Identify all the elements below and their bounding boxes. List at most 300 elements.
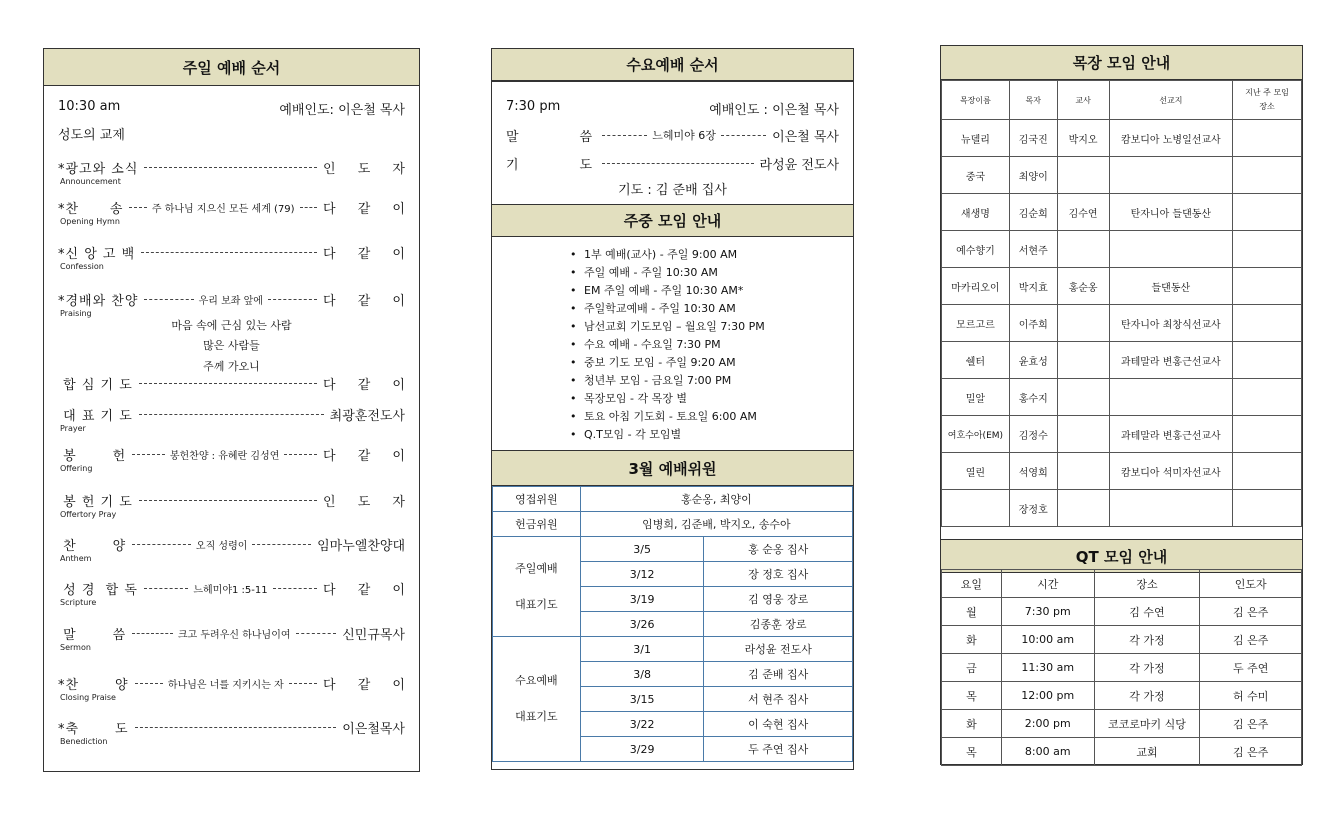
- qt-time: 7:30 pm: [1001, 598, 1094, 626]
- order-item-label: *축 도: [58, 721, 129, 737]
- group-last-place: [1233, 416, 1302, 453]
- table-row: [493, 637, 853, 662]
- order-item-row: [58, 157, 414, 177]
- order-item: [58, 673, 414, 713]
- table-row: [942, 194, 1302, 231]
- meeting-text: 목장모임 - 각 목장 별: [584, 392, 687, 405]
- bullet-icon: •: [570, 373, 577, 387]
- order-item-label: 찬 양: [58, 538, 127, 554]
- groups-header-last-place: 지난 주 모임 장소: [1233, 81, 1302, 120]
- qt-day: 목: [942, 738, 1002, 766]
- prayer-group-label: [493, 637, 581, 762]
- meeting-text: 토요 아침 기도회 - 토요일 6:00 AM: [584, 410, 757, 423]
- dashed-leader: [132, 626, 336, 641]
- order-item-english: Sermon: [60, 643, 91, 652]
- qt-time: 2:00 pm: [1001, 710, 1094, 738]
- order-item-person: 인 도 자: [323, 161, 414, 177]
- order-item-detail: 하나님은 너를 지키시는 자: [167, 679, 284, 691]
- meeting-text: 중보 기도 모임 - 주일 9:20 AM: [584, 356, 736, 369]
- leader-dash: [268, 299, 317, 300]
- list-item: [570, 389, 765, 407]
- bullet-icon: •: [570, 355, 577, 369]
- table-row: [942, 120, 1302, 157]
- group-last-place: [1233, 268, 1302, 305]
- group-last-place: [1233, 453, 1302, 490]
- qt-header-time: 시간: [1001, 570, 1094, 598]
- table-row: [942, 598, 1302, 626]
- order-item-row: [58, 623, 405, 643]
- praise-line: 주께 가오니: [203, 360, 260, 373]
- qt-day: 목: [942, 682, 1002, 710]
- meeting-text: 주일학교예배 - 주일 10:30 AM: [584, 302, 736, 315]
- group-name: 열린: [942, 453, 1010, 490]
- order-item-person: 다 같 이: [323, 582, 414, 598]
- order-item-person: 다 같 이: [323, 201, 414, 217]
- offering-label: 헌금위원: [493, 512, 581, 537]
- weekly-meetings-list: [570, 245, 765, 443]
- order-item-detail: 봉헌찬양 : 유혜란 김성연: [169, 450, 280, 462]
- table-row: [942, 268, 1302, 305]
- order-item: [58, 157, 414, 197]
- group-leader: 장정호: [1009, 490, 1057, 527]
- meeting-text: 남선교회 기도모임 – 월요일 7:30 PM: [584, 320, 765, 333]
- meeting-text: 주일 예배 - 주일 10:30 AM: [584, 266, 718, 279]
- table-row: [942, 342, 1302, 379]
- dashed-leader: [132, 447, 317, 462]
- groups-title: 목장 모임 안내: [941, 46, 1302, 80]
- order-item-label: 말 씀: [58, 627, 127, 643]
- qt-time: 11:30 am: [1001, 654, 1094, 682]
- prayer-person: 두 주연 집사: [704, 737, 853, 762]
- wednesday-header-row: [506, 99, 839, 118]
- groups-panel: [940, 45, 1303, 765]
- dashed-leader: [141, 252, 317, 253]
- prayer-person: 장 정호 집사: [704, 562, 853, 587]
- order-item-row: [58, 242, 414, 262]
- group-name: 모르고르: [942, 305, 1010, 342]
- prayer-date: 3/15: [580, 687, 704, 712]
- group-name: 예수향기: [942, 231, 1010, 268]
- leader-dash: [132, 633, 173, 634]
- group-teacher: [1057, 157, 1109, 194]
- usher-label: 영접위원: [493, 487, 581, 512]
- bullet-icon: •: [570, 391, 577, 405]
- bullet-icon: •: [570, 337, 577, 351]
- order-item: [58, 490, 414, 530]
- qt-day: 화: [942, 710, 1002, 738]
- leader-dash: [144, 299, 193, 300]
- table-row: [942, 379, 1302, 416]
- order-item-row: [58, 490, 414, 510]
- qt-day: 화: [942, 626, 1002, 654]
- list-item: [570, 263, 765, 281]
- qt-place: 김 수연: [1094, 598, 1200, 626]
- order-item: [58, 444, 414, 484]
- group-teacher: 김수연: [1057, 194, 1109, 231]
- table-row: [942, 682, 1302, 710]
- qt-place: 교회: [1094, 738, 1200, 766]
- meeting-text: 청년부 모임 - 금요일 7:00 PM: [584, 374, 732, 387]
- wednesday-panel: [491, 48, 854, 770]
- group-mission: [1109, 490, 1233, 527]
- order-item-person: 최광훈전도사: [329, 408, 405, 424]
- group-last-place: [1233, 157, 1302, 194]
- table-row: [942, 710, 1302, 738]
- groups-header-teacher: 교사: [1057, 81, 1109, 120]
- group-name: 중국: [942, 157, 1010, 194]
- group-last-place: [1233, 379, 1302, 416]
- wednesday-prayer-leader: 라성윤 전도사: [759, 157, 839, 173]
- wednesday-time: 7:30 pm: [506, 99, 561, 114]
- prayer-group-label-1: 주일예배: [515, 561, 558, 575]
- qt-header-day: 요일: [942, 570, 1002, 598]
- praise-line: 마음 속에 근심 있는 사람: [171, 319, 292, 332]
- order-item-label: *찬 양: [58, 677, 129, 693]
- fellowship-label: 성도의 교제: [58, 128, 125, 143]
- order-item-english: Anthem: [60, 554, 92, 563]
- order-item-person: 다 같 이: [323, 677, 414, 693]
- leader-dash: [135, 683, 163, 684]
- table-row: [942, 305, 1302, 342]
- wednesday-prayer-label: 기 도: [506, 157, 597, 173]
- table-header-row: [942, 570, 1302, 598]
- meeting-text: Q.T모임 - 각 모임별: [584, 428, 682, 441]
- list-item: [570, 353, 765, 371]
- order-item-row: [58, 404, 405, 424]
- qt-day: 월: [942, 598, 1002, 626]
- list-item: [570, 371, 765, 389]
- order-item-person: 인 도 자: [323, 494, 414, 510]
- wednesday-prayer-note: 기도 : 김 준배 집사: [618, 183, 727, 198]
- table-row: [942, 416, 1302, 453]
- group-name: 새생명: [942, 194, 1010, 231]
- group-last-place: [1233, 231, 1302, 268]
- march-committee-table: [492, 486, 853, 762]
- prayer-date: 3/19: [580, 587, 704, 612]
- order-item-english: Closing Praise: [60, 693, 116, 702]
- order-item: [58, 534, 405, 574]
- table-row: [942, 157, 1302, 194]
- leader-dash: [252, 544, 311, 545]
- order-item-label: 성 경 합 독: [58, 582, 138, 598]
- groups-header-mission: 선교지: [1109, 81, 1233, 120]
- order-item: [58, 242, 414, 282]
- qt-day: 금: [942, 654, 1002, 682]
- table-row: [942, 231, 1302, 268]
- weekly-meetings-title: 주중 모임 안내: [492, 204, 853, 237]
- order-item: [58, 623, 405, 663]
- order-item-detail: 오직 성령이: [195, 540, 248, 552]
- leader-dash: [300, 207, 317, 208]
- qt-title: QT 모임 안내: [941, 539, 1302, 573]
- prayer-date: 3/29: [580, 737, 704, 762]
- group-teacher: [1057, 490, 1109, 527]
- leader-dash: [139, 414, 324, 415]
- order-item-person: 다 같 이: [323, 377, 414, 393]
- meeting-text: 1부 예배(교사) - 주일 9:00 AM: [584, 248, 738, 261]
- bullet-icon: •: [570, 247, 577, 261]
- bullet-icon: •: [570, 301, 577, 315]
- prayer-person: 이 숙현 집사: [704, 712, 853, 737]
- meeting-text: 수요 예배 - 수요일 7:30 PM: [584, 338, 721, 351]
- group-mission: 들댄동산: [1109, 268, 1233, 305]
- order-item-english: Opening Hymn: [60, 217, 120, 226]
- order-item-person: 다 같 이: [323, 293, 414, 309]
- prayer-group-label-2: 대표기도: [515, 597, 558, 611]
- march-committee-title: 3월 예배위원: [492, 450, 853, 486]
- order-item-row: [58, 444, 414, 464]
- dashed-leader: [139, 414, 324, 415]
- group-name: 밀알: [942, 379, 1010, 416]
- bullet-icon: •: [570, 319, 577, 333]
- qt-header-place: 장소: [1094, 570, 1200, 598]
- wednesday-prayer-row: [506, 153, 839, 173]
- group-leader: 홍수지: [1009, 379, 1057, 416]
- group-leader: 김정수: [1009, 416, 1057, 453]
- group-leader: 최양이: [1009, 157, 1057, 194]
- group-leader: 김국진: [1009, 120, 1057, 157]
- qt-header-leader: 인도자: [1200, 570, 1302, 598]
- order-item-english: Praising: [60, 309, 92, 318]
- dashed-leader: [144, 167, 317, 168]
- leader-dash: [273, 588, 317, 589]
- prayer-date: 3/1: [580, 637, 704, 662]
- order-item-english: Scripture: [60, 598, 97, 607]
- dashed-leader: [144, 581, 317, 596]
- meeting-text: EM 주일 예배 - 주일 10:30 AM*: [584, 284, 744, 297]
- order-item-detail: 크고 두려우신 하나님이여: [177, 629, 291, 641]
- group-mission: [1109, 231, 1233, 268]
- prayer-person: 김 영웅 장로: [704, 587, 853, 612]
- prayer-date: 3/22: [580, 712, 704, 737]
- group-name: 뉴델리: [942, 120, 1010, 157]
- prayer-person: 라성윤 전도사: [704, 637, 853, 662]
- group-teacher: [1057, 416, 1109, 453]
- qt-time: 10:00 am: [1001, 626, 1094, 654]
- offering-names: 임병희, 김준배, 박지오, 송수아: [580, 512, 852, 537]
- order-item-label: 봉 헌 기 도: [58, 494, 133, 510]
- leader-dash: [141, 252, 317, 253]
- order-item-english: Offering: [60, 464, 93, 473]
- leader-dash: [132, 544, 191, 545]
- qt-leader: 허 수미: [1200, 682, 1302, 710]
- order-item-label: 대 표 기 도: [58, 408, 133, 424]
- order-item-label: *경배와 찬양: [58, 293, 139, 309]
- bullet-icon: •: [570, 265, 577, 279]
- table-row: [493, 487, 853, 512]
- table-row: [942, 490, 1302, 527]
- order-item-row: [58, 673, 414, 693]
- group-mission: [1109, 157, 1233, 194]
- prayer-group-label-1: 수요예배: [515, 674, 558, 687]
- leader-dash: [289, 683, 317, 684]
- group-last-place: [1233, 305, 1302, 342]
- group-teacher: [1057, 453, 1109, 490]
- leader-dash: [144, 167, 317, 168]
- groups-header-name: 목장이름: [942, 81, 1010, 120]
- order-item-person: 신민규목사: [342, 627, 405, 643]
- wednesday-order-title: 수요예배 순서: [492, 49, 853, 82]
- prayer-person: 서 현주 집사: [704, 687, 853, 712]
- order-item-person: 다 같 이: [323, 448, 414, 464]
- order-item-label: *찬 송: [58, 201, 124, 217]
- leader-dash: [144, 588, 188, 589]
- leader-dash: [139, 500, 317, 501]
- qt-leader: 김 은주: [1200, 738, 1302, 766]
- qt-table: [941, 569, 1302, 766]
- order-item-detail: 느헤미야1 :5-11: [193, 584, 268, 596]
- prayer-date: 3/26: [580, 612, 704, 637]
- bullet-icon: •: [570, 427, 577, 441]
- bullet-icon: •: [570, 283, 577, 297]
- prayer-date: 3/12: [580, 562, 704, 587]
- table-row: [942, 738, 1302, 766]
- table-row: [493, 537, 853, 562]
- dashed-leader: [135, 676, 318, 691]
- order-item-row: [58, 197, 414, 217]
- table-header-row: [942, 81, 1302, 120]
- group-mission: 탄자니아 최창식선교사: [1109, 305, 1233, 342]
- order-item-row: [58, 578, 414, 598]
- group-leader: 이주희: [1009, 305, 1057, 342]
- group-leader: 박지효: [1009, 268, 1057, 305]
- qt-leader: 김 은주: [1200, 626, 1302, 654]
- sunday-order-panel: [43, 48, 420, 772]
- prayer-date: 3/8: [580, 662, 704, 687]
- dashed-leader: [144, 292, 317, 307]
- group-teacher: [1057, 305, 1109, 342]
- group-name: 여호수아(EM): [942, 416, 1010, 453]
- wednesday-sermon-row: [506, 125, 839, 145]
- group-mission: 탄자니아 들댄동산: [1109, 194, 1233, 231]
- list-item: [570, 425, 765, 443]
- group-teacher: 박지오: [1057, 120, 1109, 157]
- group-mission: 캄보디아 석미자선교사: [1109, 453, 1233, 490]
- group-last-place: [1233, 194, 1302, 231]
- order-item: [58, 197, 414, 237]
- group-leader: 윤효성: [1009, 342, 1057, 379]
- list-item: [570, 335, 765, 353]
- dashed-leader: [132, 537, 311, 552]
- group-last-place: [1233, 120, 1302, 157]
- sunday-time: 10:30 am: [58, 99, 121, 114]
- group-teacher: [1057, 231, 1109, 268]
- group-last-place: [1233, 490, 1302, 527]
- table-row: [493, 512, 853, 537]
- dashed-leader: [129, 200, 317, 215]
- group-teacher: 홍순옹: [1057, 268, 1109, 305]
- order-item-row: [58, 373, 414, 393]
- order-item-english: Offertory Pray: [60, 510, 117, 519]
- order-item-person: 다 같 이: [323, 246, 414, 262]
- group-leader: 김순희: [1009, 194, 1057, 231]
- order-item-person: 이은철목사: [342, 721, 405, 737]
- leader-dash: [129, 207, 146, 208]
- order-item-detail: 주 하나님 지으신 모든 세계 (79): [151, 203, 295, 215]
- qt-leader: 김 은주: [1200, 598, 1302, 626]
- qt-place: 각 가정: [1094, 654, 1200, 682]
- table-row: [942, 626, 1302, 654]
- order-item-label: *신 앙 고 백: [58, 246, 136, 262]
- qt-place: 코코로마키 식당: [1094, 710, 1200, 738]
- order-item-english: Prayer: [60, 424, 86, 433]
- leader-dash: [135, 727, 337, 728]
- group-mission: [1109, 379, 1233, 416]
- group-name: 마카리오이: [942, 268, 1010, 305]
- table-row: [942, 654, 1302, 682]
- prayer-group-label: [493, 537, 581, 637]
- list-item: [570, 281, 765, 299]
- prayer-group-label-2: 대표기도: [515, 710, 558, 723]
- order-item-row: [58, 717, 405, 737]
- groups-table: [941, 80, 1302, 527]
- sunday-order-title: 주일 예배 순서: [44, 49, 419, 86]
- qt-place: 각 가정: [1094, 682, 1200, 710]
- group-mission: 캄보디아 노병일선교사: [1109, 120, 1233, 157]
- qt-leader: 두 주연: [1200, 654, 1302, 682]
- sunday-leader: 예배인도: 이은철 목사: [279, 103, 405, 118]
- table-row: [942, 453, 1302, 490]
- order-item-label: 봉 헌: [58, 448, 127, 464]
- order-item-person: 임마누엘찬양대: [317, 538, 405, 554]
- wednesday-sermon-label: 말 씀: [506, 129, 597, 145]
- group-leader: 석영희: [1009, 453, 1057, 490]
- order-item-english: Benediction: [60, 737, 108, 746]
- bullet-icon: •: [570, 409, 577, 423]
- order-item-row: [58, 534, 405, 554]
- prayer-date: 3/5: [580, 537, 704, 562]
- prayer-person: 홍 순옹 집사: [704, 537, 853, 562]
- leader-dash: [284, 454, 317, 455]
- qt-time: 8:00 am: [1001, 738, 1094, 766]
- group-mission: 과테말라 변홍근선교사: [1109, 342, 1233, 379]
- group-teacher: [1057, 379, 1109, 416]
- order-item: [58, 578, 414, 618]
- order-item-label: 합 심 기 도: [58, 377, 133, 393]
- wednesday-sermon-title: 느헤미야 6장: [652, 129, 716, 142]
- order-item-english: Announcement: [60, 177, 121, 186]
- prayer-person: 김 준배 집사: [704, 662, 853, 687]
- order-item-detail: 우리 보좌 앞에: [198, 295, 263, 307]
- group-last-place: [1233, 342, 1302, 379]
- order-item: [58, 404, 405, 444]
- leader-dash: [296, 633, 337, 634]
- list-item: [570, 299, 765, 317]
- dashed-leader: [139, 383, 317, 384]
- order-item-label: *광고와 소식: [58, 161, 139, 177]
- order-item-english: Confession: [60, 262, 104, 271]
- sunday-header-row: [58, 99, 405, 118]
- order-item: [58, 717, 405, 757]
- group-leader: 서현주: [1009, 231, 1057, 268]
- list-item: [570, 407, 765, 425]
- group-teacher: [1057, 342, 1109, 379]
- groups-header-leader: 목자: [1009, 81, 1057, 120]
- qt-time: 12:00 pm: [1001, 682, 1094, 710]
- wednesday-sermon-speaker: 이은철 목사: [772, 129, 839, 145]
- list-item: [570, 245, 765, 263]
- order-item-row: [58, 289, 414, 309]
- dashed-leader: [135, 727, 337, 728]
- dashed-leader: [139, 500, 317, 501]
- praise-line: 많은 사람들: [203, 339, 260, 352]
- usher-names: 홍순옹, 최양이: [580, 487, 852, 512]
- group-mission: 과테말라 변홍근선교사: [1109, 416, 1233, 453]
- leader-dash: [132, 454, 165, 455]
- prayer-person: 김종훈 장로: [704, 612, 853, 637]
- qt-place: 각 가정: [1094, 626, 1200, 654]
- list-item: [570, 317, 765, 335]
